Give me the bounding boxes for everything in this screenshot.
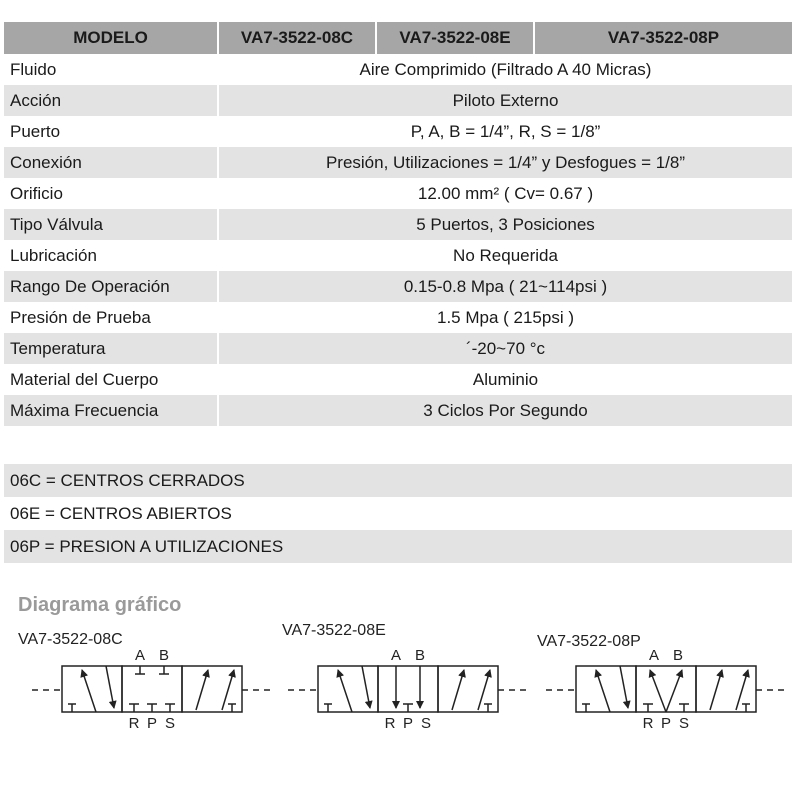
spec-row: [4, 178, 792, 209]
blocked-port: [135, 666, 145, 674]
port-label-r: R: [642, 715, 654, 732]
spec-header-row: [4, 22, 792, 54]
blocked-port: [484, 704, 492, 712]
valve-envelope: [636, 666, 696, 712]
spec-label: Presión de Prueba: [4, 302, 219, 333]
port-label-b: B: [158, 647, 170, 664]
code-row: [4, 497, 792, 530]
spec-row: [4, 333, 792, 364]
flow-arrow: [106, 666, 114, 708]
blocked-port: [147, 704, 157, 712]
spec-row: [4, 85, 792, 116]
port-label-s: S: [678, 715, 690, 732]
port-label-a: A: [134, 647, 146, 664]
header-model-08e: VA7-3522-08E: [377, 22, 535, 54]
spec-label: Acción: [4, 85, 219, 116]
diagram-title: Diagrama gráfico: [18, 594, 182, 616]
blocked-port: [643, 704, 653, 712]
header-modelo: MODELO: [4, 22, 219, 54]
valve-symbols: [0, 640, 800, 740]
spec-value: Piloto Externo: [219, 85, 792, 116]
spec-row: [4, 364, 792, 395]
spec-row: [4, 54, 792, 85]
flow-arrow: [362, 666, 370, 708]
spec-value: 5 Puertos, 3 Posiciones: [219, 209, 792, 240]
spec-value: 1.5 Mpa ( 215psi ): [436, 307, 574, 327]
spec-table: [4, 22, 792, 426]
blocked-port: [228, 704, 236, 712]
blocked-port: [129, 704, 139, 712]
port-label-b: B: [414, 647, 426, 664]
spec-label: Tipo Válvula: [4, 209, 219, 240]
flow-arrow: [710, 670, 722, 710]
blocked-port: [742, 704, 750, 712]
flow-arrow: [666, 670, 682, 712]
flow-arrow: [650, 670, 666, 712]
spec-row: [4, 240, 792, 271]
spec-label: Temperatura: [4, 333, 219, 364]
port-label-p: P: [660, 715, 672, 732]
flow-arrow: [196, 670, 208, 710]
blocked-port: [679, 704, 689, 712]
flow-arrow: [338, 670, 352, 712]
valve-label-08p: VA7-3522-08P: [537, 633, 641, 650]
valve-label-08e: VA7-3522-08E: [282, 622, 386, 639]
spec-value: Aire Comprimido (Filtrado A 40 Micras): [359, 59, 652, 79]
port-label-r: R: [128, 715, 140, 732]
blocked-port: [582, 704, 590, 712]
spec-row: [4, 302, 792, 333]
code-text: 06E = CENTROS ABIERTOS: [10, 503, 232, 523]
port-label-s: S: [420, 715, 432, 732]
spec-value: 3 Ciclos Por Segundo: [219, 395, 792, 426]
flow-arrow: [620, 666, 628, 708]
spec-value: 12.00 mm² ( Cv= 0.67 ): [417, 183, 594, 203]
spec-row: [4, 395, 792, 426]
spec-label: Material del Cuerpo: [4, 364, 219, 395]
spec-label: Fluido: [4, 54, 219, 85]
spec-row: [4, 116, 792, 147]
blocked-port: [68, 704, 76, 712]
blocked-port: [159, 666, 169, 674]
spec-row: [4, 271, 792, 302]
port-label-b: B: [672, 647, 684, 664]
spec-value: P, A, B = 1/4”, R, S = 1/8”: [410, 121, 601, 141]
spec-value: Aluminio: [472, 369, 539, 389]
port-label-a: A: [648, 647, 660, 664]
spec-label: Rango De Operación: [4, 271, 219, 302]
port-label-p: P: [402, 715, 414, 732]
flow-arrow: [596, 670, 610, 712]
spec-value: No Requerida: [453, 245, 558, 265]
header-model-08c: VA7-3522-08C: [219, 22, 377, 54]
code-text: 06P = PRESION A UTILIZACIONES: [4, 530, 792, 563]
spec-value: Presión, Utilizaciones = 1/4” y Desfogues = 1/8”: [219, 147, 792, 178]
spec-value: 0.15-0.8 Mpa ( 21~114psi ): [219, 271, 792, 302]
valve-label-08c: VA7-3522-08C: [18, 631, 123, 648]
blocked-port: [324, 704, 332, 712]
spec-label: Puerto: [4, 116, 219, 147]
spec-value: ´-20~70 °c: [219, 333, 792, 364]
code-row: [4, 530, 792, 563]
port-label-a: A: [390, 647, 402, 664]
spec-label: Orificio: [4, 178, 219, 209]
spec-label: Máxima Frecuencia: [4, 395, 219, 426]
spec-label: Lubricación: [4, 240, 219, 271]
blocked-port: [165, 704, 175, 712]
spec-row: [4, 147, 792, 178]
port-label-p: P: [146, 715, 158, 732]
port-label-r: R: [384, 715, 396, 732]
code-text: 06C = CENTROS CERRADOS: [4, 464, 792, 497]
spec-row: [4, 209, 792, 240]
code-row: [4, 464, 792, 497]
flow-arrow: [82, 670, 96, 712]
spec-label: Conexión: [4, 147, 219, 178]
port-label-s: S: [164, 715, 176, 732]
blocked-port: [403, 704, 413, 712]
center-codes-list: [4, 464, 792, 563]
header-model-08p: VA7-3522-08P: [535, 22, 792, 54]
flow-arrow: [452, 670, 464, 710]
